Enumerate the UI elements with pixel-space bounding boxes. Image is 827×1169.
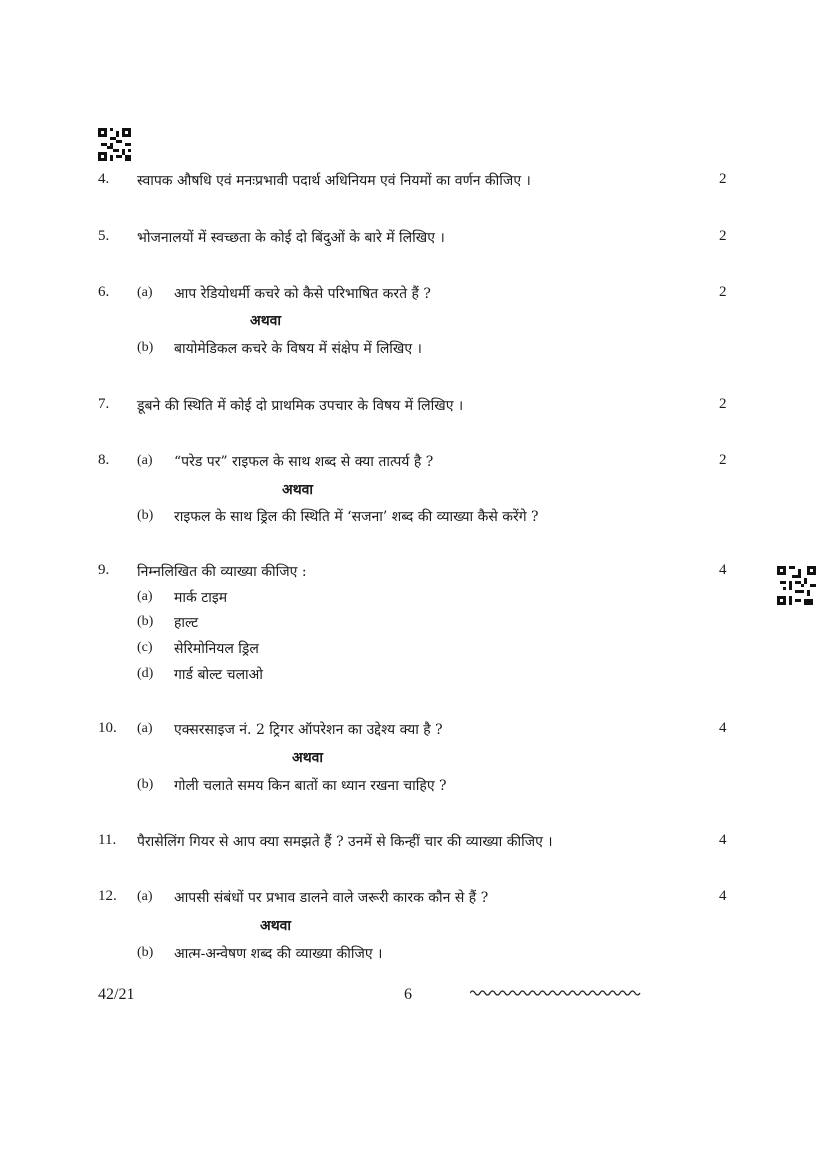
question-text: स्वापक औषधि एवं मनःप्रभावी पदार्थ अधिनियम एवं नियमों का वर्णन कीजिए ।	[137, 173, 531, 189]
sub-label: (b)	[137, 508, 154, 523]
question-number: 4.	[98, 171, 110, 187]
question-marks: 4	[719, 720, 727, 736]
paper-code: 42/21	[98, 986, 135, 1003]
sub-label: (a)	[137, 889, 153, 904]
question-text: पैरासेलिंग गियर से आप क्या समझते हैं ? उनमें से किन्हीं चार की व्याख्या कीजिए ।	[137, 834, 553, 850]
sub-label: (a)	[137, 589, 153, 604]
wavy-line-decoration	[470, 988, 645, 998]
sub-label: (d)	[137, 666, 154, 681]
question-text: आपसी संबंधों पर प्रभाव डालने वाले जरूरी कारक कौन से हैं ?	[174, 890, 489, 906]
or-separator: अथवा	[260, 918, 292, 934]
sub-label: (b)	[137, 614, 154, 629]
question-text: राइफल के साथ ड्रिल की स्थिति में ‘सजना’ शब्द की व्याख्या कैसे करेंगे ?	[174, 509, 539, 525]
question-text: एक्सरसाइज नं. 2 ट्रिगर ऑपरेशन का उद्देश्य क्या है ?	[174, 722, 443, 738]
question-text: डूबने की स्थिति में कोई दो प्राथमिक उपचार के विषय में लिखिए ।	[137, 398, 464, 414]
question-text: गोली चलाते समय किन बातों का ध्यान रखना चाहिए ?	[174, 778, 447, 794]
list-item: सेरिमोनियल ड्रिल	[174, 641, 259, 657]
question-number: 12.	[98, 888, 117, 904]
question-text: निम्नलिखित की व्याख्या कीजिए :	[137, 564, 307, 580]
qr-code-side	[777, 566, 816, 605]
question-text: आत्म-अन्वेषण शब्द की व्याख्या कीजिए ।	[174, 946, 383, 962]
question-number: 8.	[98, 452, 110, 468]
question-number: 10.	[98, 720, 117, 736]
question-text: बायोमेडिकल कचरे के विषय में संक्षेप में लिखिए ।	[174, 341, 422, 357]
list-item: गार्ड बोल्ट चलाओ	[174, 667, 264, 683]
question-number: 6.	[98, 284, 110, 300]
question-text: आप रेडियोधर्मी कचरे को कैसे परिभाषित करते हैं ?	[174, 286, 431, 302]
or-separator: अथवा	[282, 482, 314, 498]
sub-label: (b)	[137, 777, 154, 792]
question-marks: 4	[719, 888, 727, 904]
question-number: 5.	[98, 228, 110, 244]
list-item: मार्क टाइम	[174, 590, 228, 606]
sub-label: (a)	[137, 285, 153, 300]
question-marks: 2	[719, 452, 727, 468]
or-separator: अथवा	[292, 750, 324, 766]
sub-label: (a)	[137, 453, 153, 468]
question-number: 9.	[98, 562, 110, 578]
sub-label: (a)	[137, 721, 153, 736]
question-number: 11.	[98, 832, 117, 848]
or-separator: अथवा	[250, 313, 282, 329]
question-marks: 2	[719, 396, 727, 412]
question-text: “परेड पर” राइफल के साथ शब्द से क्या तात्पर्य है ?	[174, 454, 434, 470]
question-number: 7.	[98, 396, 110, 412]
question-marks: 2	[719, 228, 727, 244]
page-number: 6	[404, 986, 412, 1003]
sub-label: (b)	[137, 340, 154, 355]
question-marks: 2	[719, 284, 727, 300]
question-text: भोजनालयों में स्वच्छता के कोई दो बिंदुओं के बारे में लिखिए ।	[137, 230, 445, 246]
sub-label: (c)	[137, 640, 153, 655]
sub-label: (b)	[137, 945, 154, 960]
question-marks: 4	[719, 562, 727, 578]
list-item: हाल्ट	[174, 615, 199, 631]
question-marks: 2	[719, 171, 727, 187]
qr-code-top	[98, 128, 131, 161]
question-marks: 4	[719, 832, 727, 848]
